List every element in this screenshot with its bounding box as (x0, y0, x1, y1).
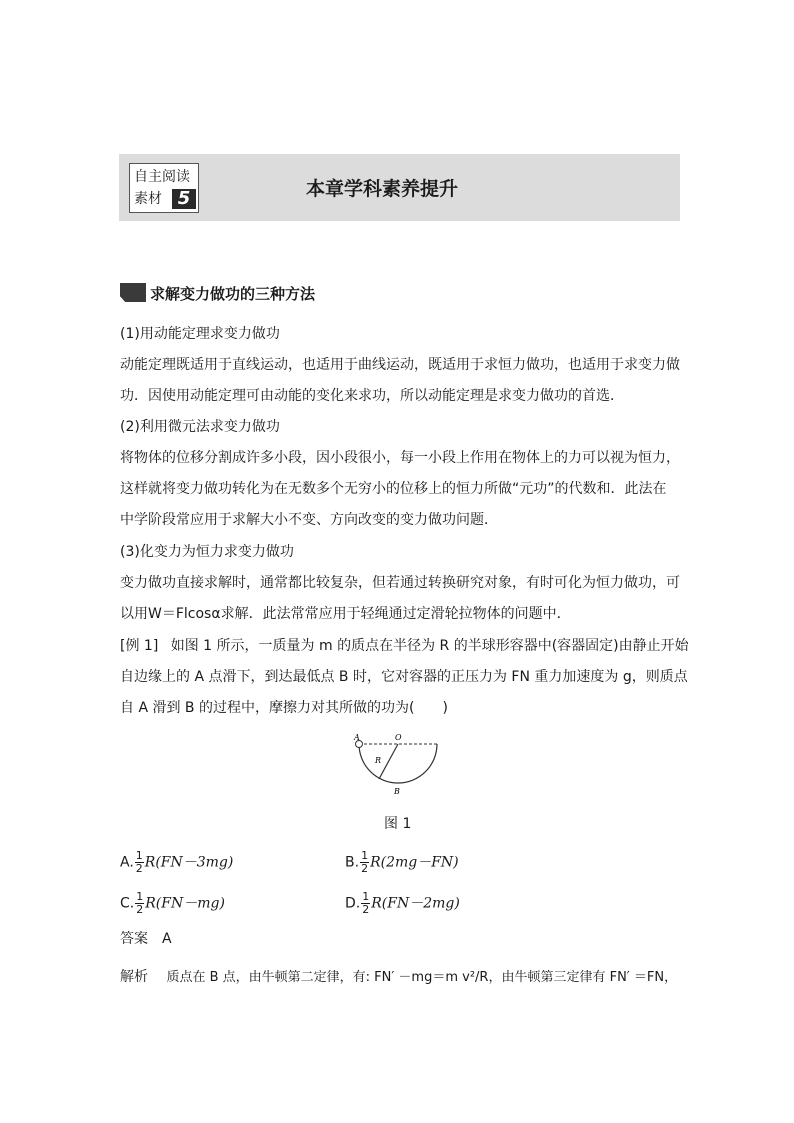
answer-line: 答案 A (120, 931, 172, 947)
example-tag: [例 1] (120, 638, 159, 654)
option-expr: R(2mg－FN) (370, 854, 459, 871)
method-heading: (2)利用微元法求变力做功 (120, 419, 280, 435)
frac-num: 1 (135, 849, 143, 862)
option-letter: D. (345, 895, 361, 912)
paragraph-line: 功．因使用动能定理可由动能的变化来求功，所以动能定理是求变力做功的首选． (120, 388, 624, 404)
fraction (135, 850, 144, 875)
badge-line1: 自主阅读 (134, 169, 190, 185)
paragraph-line: 中学阶段常应用于求解大小不变、方向改变的变力做功问题． (120, 512, 498, 528)
option-a (120, 850, 233, 875)
method-heading: (3)化变力为恒力求变力做功 (120, 544, 294, 560)
badge-number: 5 (172, 189, 196, 209)
example-line (120, 636, 689, 656)
label-b: B (394, 787, 400, 796)
reading-badge (129, 163, 199, 213)
paragraph-line: 以用W＝Flcosα求解．此法常常应用于轻绳通过定滑轮拉物体的问题中． (120, 606, 571, 622)
paragraph-line: 这样就将变力做功转化为在无数多个无穷小的位移上的恒力所做“元功”的代数和．此法在 (120, 481, 667, 497)
option-d (345, 891, 460, 916)
label-o: O (395, 733, 402, 742)
frac-den: 2 (135, 862, 143, 875)
frac-den: 2 (361, 862, 369, 875)
option-c (120, 891, 225, 916)
option-letter: A. (120, 854, 134, 871)
section-marker-icon (120, 283, 146, 302)
example-line: 自 A 滑到 B 的过程中，摩擦力对其所做的功为( ) (120, 700, 448, 716)
option-expr: R(FN－2mg) (371, 895, 460, 912)
paragraph-line: 将物体的位移分割成许多小段，因小段很小，每一小段上作用在物体上的力可以视为恒力， (120, 450, 680, 466)
example-line: 自边缘上的 A 点滑下，到达最低点 B 时，它对容器的正压力为 FN 重力加速度为 g，则质点 (120, 669, 688, 685)
frac-den: 2 (362, 903, 370, 916)
badge-line2: 素材 (134, 191, 162, 207)
chapter-title: 本章学科素养提升 (306, 178, 459, 200)
frac-num: 1 (136, 890, 144, 903)
analysis-text: 质点在 B 点，由牛顿第二定律，有: FN′ －mg＝m v²/R，由牛顿第三定律有 FN′ ＝FN， (166, 970, 678, 985)
fraction (135, 891, 144, 916)
method-heading: (1)用动能定理求变力做功 (120, 326, 280, 342)
paragraph-line: 变力做功直接求解时，通常都比较复杂，但若通过转换研究对象，有时可化为恒力做功，可 (120, 575, 680, 591)
label-a: A (354, 733, 360, 742)
frac-den: 2 (136, 903, 144, 916)
fraction (360, 850, 369, 875)
frac-num: 1 (362, 890, 370, 903)
paragraph-line: 动能定理既适用于直线运动，也适用于曲线运动，既适用于求恒力做功，也适用于求变力做 (120, 357, 680, 373)
analysis-line (120, 967, 677, 988)
analysis-label: 解析 (120, 969, 148, 985)
hemisphere-figure (345, 730, 445, 800)
option-expr: R(FN－mg) (145, 895, 225, 912)
option-letter: B. (345, 854, 360, 871)
option-b (345, 850, 459, 875)
fraction (361, 891, 370, 916)
label-r: R (375, 756, 382, 765)
figure-caption: 图 1 (384, 816, 412, 832)
frac-num: 1 (361, 849, 369, 862)
option-expr: R(FN－3mg) (144, 854, 234, 871)
example-text: 如图 1 所示，一质量为 m 的质点在半径为 R 的半球形容器中(容器固定)由静止开始 (170, 638, 689, 654)
option-letter: C. (120, 895, 135, 912)
section-title: 求解变力做功的三种方法 (150, 285, 316, 303)
